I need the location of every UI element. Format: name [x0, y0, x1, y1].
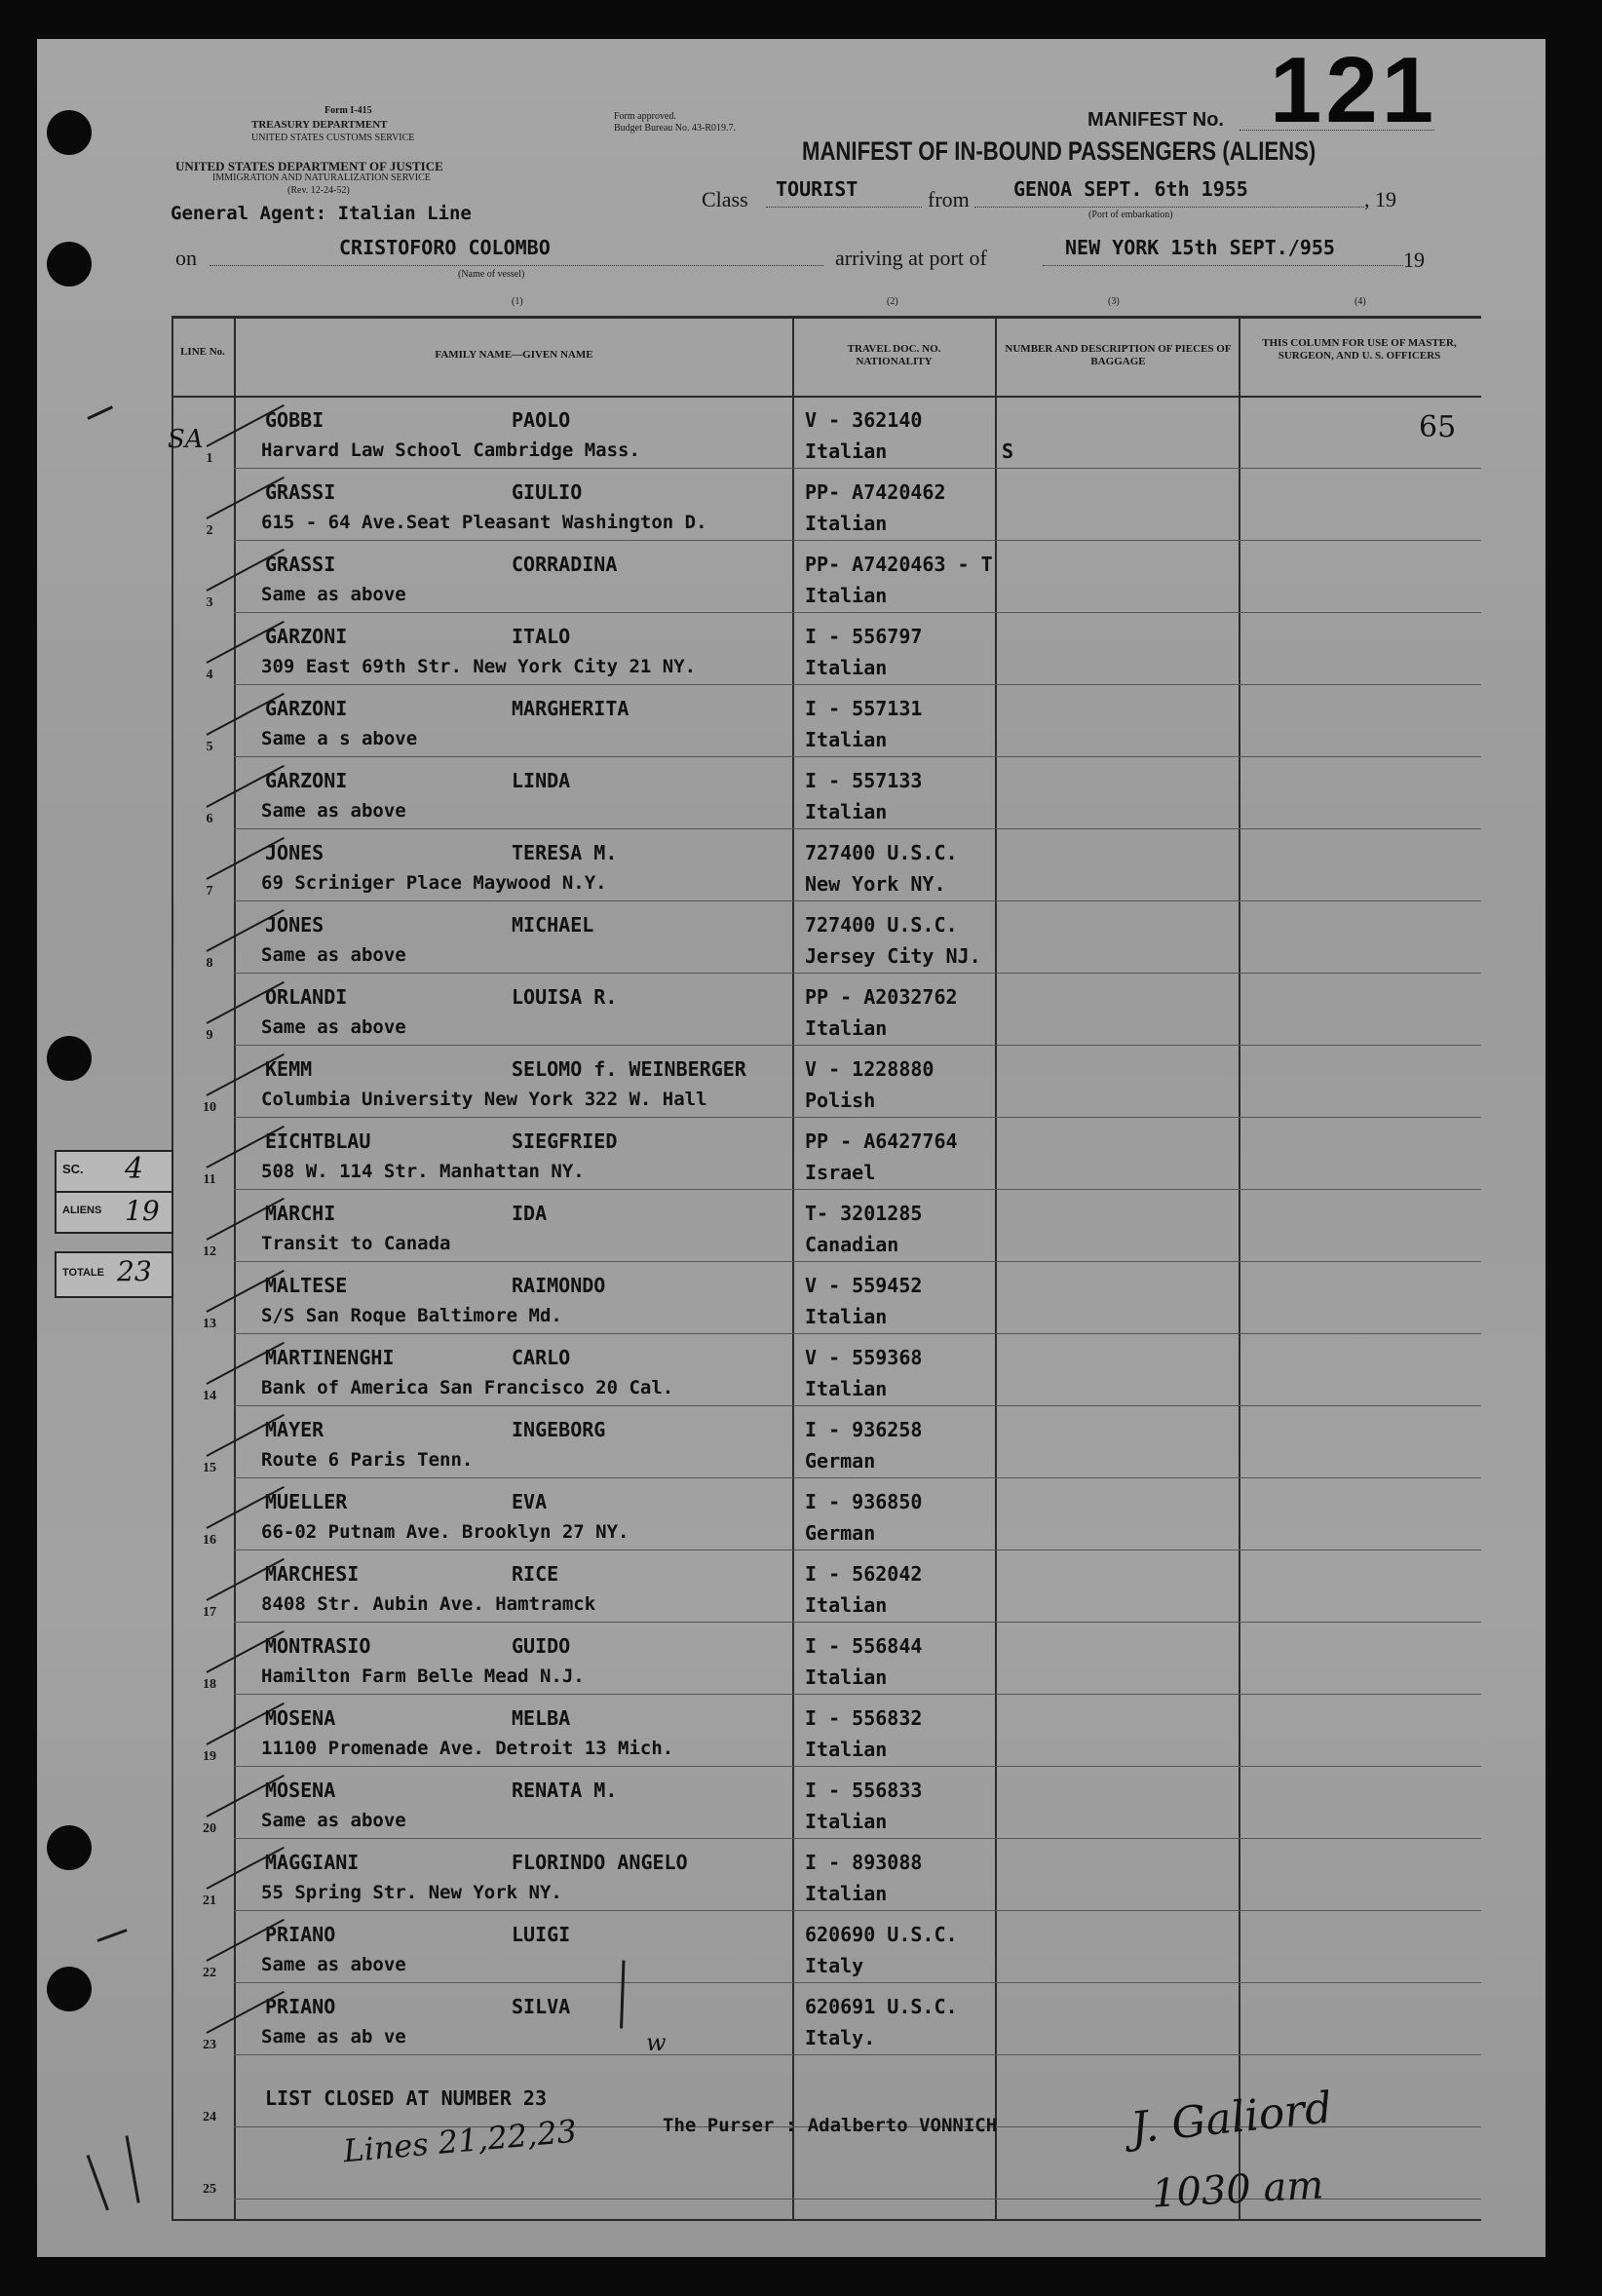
- port-of-embarkation: GENOA SEPT. 6th 1955: [1013, 177, 1248, 201]
- nationality: Italian: [805, 1810, 888, 1833]
- address: Harvard Law School Cambridge Mass.: [261, 440, 640, 461]
- family-name: JONES: [265, 841, 324, 864]
- line-number: 21: [203, 1894, 216, 1908]
- column-divider: [234, 316, 236, 2221]
- family-name: MARCHESI: [265, 1562, 360, 1586]
- travel-doc-number: T- 3201285: [805, 1202, 923, 1225]
- address: 8408 Str. Aubin Ave. Hamtramck: [261, 1593, 596, 1615]
- stamp-aliens-label: ALIENS: [62, 1205, 102, 1216]
- handwritten-sa: SA: [168, 425, 204, 454]
- row-divider: [234, 1982, 1481, 1983]
- stamp-aliens-box: [55, 1191, 173, 1234]
- line-number: 22: [203, 1966, 216, 1980]
- stamp-total-box: [55, 1251, 173, 1298]
- binder-hole: [47, 1967, 92, 2011]
- given-name: RENATA M.: [512, 1779, 618, 1802]
- address: Same as above: [261, 944, 406, 966]
- nationality: German: [805, 1521, 876, 1545]
- address: 615 - 64 Ave.Seat Pleasant Washington D.: [261, 512, 707, 533]
- class-line: [766, 207, 922, 208]
- line-number: 24: [203, 2110, 216, 2124]
- justice-dept: UNITED STATES DEPARTMENT OF JUSTICE: [175, 159, 443, 173]
- given-name: MICHAEL: [512, 913, 594, 937]
- row-divider: [234, 1694, 1481, 1695]
- row-divider: [234, 540, 1481, 541]
- given-name: RICE: [512, 1562, 559, 1586]
- travel-doc-number: 727400 U.S.C.: [805, 913, 958, 937]
- row-divider: [234, 1622, 1481, 1623]
- family-name: PRIANO: [265, 1923, 336, 1946]
- nationality: Italian: [805, 1377, 888, 1400]
- customs-service: UNITED STATES CUSTOMS SERVICE: [251, 133, 415, 143]
- on-label: on: [175, 246, 197, 270]
- given-name: GIULIO: [512, 480, 583, 504]
- nationality: Italian: [805, 1593, 888, 1617]
- given-name: EVA: [512, 1490, 548, 1513]
- from-line: [974, 207, 1364, 208]
- binder-hole: [47, 1825, 92, 1870]
- address: Route 6 Paris Tenn.: [261, 1449, 474, 1471]
- handwritten-lines-note: Lines 21,22,23: [341, 2112, 579, 2170]
- column-number: (4): [1354, 296, 1366, 307]
- nationality: Italian: [805, 1882, 888, 1905]
- address: 55 Spring Str. New York NY.: [261, 1882, 562, 1903]
- manifest-number: 121: [1270, 38, 1438, 142]
- family-name: GARZONI: [265, 625, 348, 648]
- given-name: SILVA: [512, 1995, 571, 2018]
- travel-doc-number: I - 556833: [805, 1779, 923, 1802]
- travel-doc-number: I - 557131: [805, 697, 923, 720]
- line-number: 19: [203, 1749, 216, 1764]
- year-suffix: , 19: [1364, 187, 1396, 211]
- family-name: KEMM: [265, 1057, 313, 1081]
- family-name: PRIANO: [265, 1995, 336, 2018]
- officers-header: THIS COLUMN FOR USE OF MASTER, SURGEON, AND U. S. OFFICERS: [1262, 337, 1457, 362]
- manifest-number-label: MANIFEST No.: [1087, 109, 1224, 131]
- address: Transit to Canada: [261, 1233, 451, 1254]
- nationality: Italian: [805, 1016, 888, 1040]
- table-top-border: [172, 316, 1481, 319]
- family-name: MAYER: [265, 1418, 324, 1441]
- arrival-line: [1043, 265, 1403, 266]
- line-number: 6: [206, 812, 213, 826]
- line-number: 15: [203, 1461, 216, 1475]
- travel-doc-number: V - 362140: [805, 408, 923, 432]
- family-name: GARZONI: [265, 769, 348, 792]
- given-name: LUIGI: [512, 1923, 571, 1946]
- family-name: MAGGIANI: [265, 1851, 360, 1874]
- nationality: Italy: [805, 1954, 864, 1977]
- given-name: LOUISA R.: [512, 985, 618, 1009]
- line-number: 13: [203, 1317, 216, 1331]
- row-divider: [234, 828, 1481, 829]
- address: Same as above: [261, 1016, 406, 1038]
- given-name: ITALO: [512, 625, 571, 648]
- line-number-header: LINE No.: [180, 346, 225, 358]
- stamp-aliens-value: 19: [125, 1195, 160, 1227]
- given-name: RAIMONDO: [512, 1274, 606, 1297]
- column-divider: [1239, 316, 1240, 2221]
- baggage-header: NUMBER AND DESCRIPTION OF PIECES OF BAGGAGE: [1005, 343, 1232, 367]
- address: Same as ab ve: [261, 2026, 406, 2047]
- line-number: 17: [203, 1605, 216, 1620]
- vessel-line: [210, 265, 823, 266]
- line-number: 10: [203, 1100, 216, 1115]
- baggage: S: [1002, 440, 1014, 463]
- nationality: Canadian: [805, 1233, 899, 1256]
- handwritten-signature: J. Galiord: [1127, 2083, 1335, 2154]
- row-divider: [234, 1333, 1481, 1334]
- address: Same as above: [261, 1954, 406, 1975]
- line-number: 7: [206, 884, 213, 899]
- stamp-sc-box: [55, 1150, 173, 1193]
- family-name: JONES: [265, 913, 324, 937]
- travel-doc-number: V - 559452: [805, 1274, 923, 1297]
- row-divider: [234, 2054, 1481, 2055]
- address: Same a s above: [261, 728, 418, 749]
- line-number: 18: [203, 1677, 216, 1692]
- nationality: Israel: [805, 1161, 876, 1184]
- address: 309 East 69th Str. New York City 21 NY.: [261, 656, 697, 677]
- manifest-sheet: [37, 39, 1545, 2257]
- line-number: 9: [206, 1028, 213, 1043]
- nationality: Italian: [805, 656, 888, 679]
- nationality: Italian: [805, 1665, 888, 1689]
- nationality: Italian: [805, 584, 888, 607]
- family-name: MARTINENGHI: [265, 1346, 395, 1369]
- nationality: Italian: [805, 728, 888, 751]
- nationality: Polish: [805, 1089, 876, 1112]
- address: 69 Scriniger Place Maywood N.Y.: [261, 872, 607, 894]
- given-name: MARGHERITA: [512, 697, 629, 720]
- binder-hole: [47, 110, 92, 155]
- travel-doc-number: 620691 U.S.C.: [805, 1995, 958, 2018]
- stamp-sc-value: 4: [125, 1152, 144, 1186]
- line-number: 5: [206, 740, 213, 754]
- nationality: Jersey City NJ.: [805, 944, 981, 968]
- binder-hole: [47, 1036, 92, 1081]
- nationality: Italian: [805, 440, 888, 463]
- given-name: LINDA: [512, 769, 571, 792]
- line-number: 16: [203, 1533, 216, 1548]
- handwritten-time: 1030 am: [1150, 2162, 1325, 2217]
- row-divider: [234, 1838, 1481, 1839]
- vessel-name: CRISTOFORO COLOMBO: [339, 236, 551, 259]
- travel-doc-number: I - 562042: [805, 1562, 923, 1586]
- given-name: PAOLO: [512, 408, 571, 432]
- purser-signature: The Purser : Adalberto VONNICH: [663, 2115, 998, 2136]
- family-name: MOSENA: [265, 1706, 336, 1730]
- row-divider: [234, 468, 1481, 469]
- travel-doc-number: I - 893088: [805, 1851, 923, 1874]
- travel-doc-number: I - 936850: [805, 1490, 923, 1513]
- family-name: GRASSI: [265, 480, 336, 504]
- travel-doc-number: I - 557133: [805, 769, 923, 792]
- class-value: TOURIST: [776, 177, 858, 201]
- address: Same as above: [261, 800, 406, 822]
- row-divider: [234, 612, 1481, 613]
- arrival-port: NEW YORK 15th SEPT./955: [1065, 236, 1335, 259]
- line-number: 4: [206, 668, 213, 682]
- travel-doc-number: PP- A7420462: [805, 480, 946, 504]
- treasury-dept: TREASURY DEPARTMENT: [251, 119, 388, 131]
- address: 11100 Promenade Ave. Detroit 13 Mich.: [261, 1738, 674, 1759]
- address: Same as above: [261, 584, 406, 605]
- arriving-label: arriving at port of: [835, 246, 987, 270]
- line-number: 20: [203, 1821, 216, 1836]
- row-divider: [234, 1117, 1481, 1118]
- form-approved: Form approved.: [614, 111, 676, 122]
- list-closed-note: LIST CLOSED AT NUMBER 23: [265, 2086, 547, 2110]
- port-embarkation-caption: (Port of embarkation): [1088, 210, 1173, 220]
- column-number: (3): [1108, 296, 1120, 307]
- given-name: INGEBORG: [512, 1418, 606, 1441]
- line-number: 11: [203, 1172, 216, 1187]
- officer-note: 65: [1419, 410, 1457, 444]
- line-number: 8: [206, 956, 213, 971]
- from-label: from: [928, 187, 970, 211]
- travel-doc-number: PP - A6427764: [805, 1129, 958, 1153]
- nationality: Italian: [805, 1305, 888, 1328]
- family-name: EICHTBLAU: [265, 1129, 371, 1153]
- table-bottom-border: [172, 2219, 1481, 2221]
- year-suffix-2: 19: [1403, 248, 1425, 272]
- given-name: GUIDO: [512, 1634, 571, 1658]
- binder-hole: [47, 242, 92, 287]
- family-name: MUELLER: [265, 1490, 348, 1513]
- line-number: 23: [203, 2038, 216, 2052]
- vessel-caption: (Name of vessel): [458, 269, 525, 280]
- address: 66-02 Putnam Ave. Brooklyn 27 NY.: [261, 1521, 629, 1543]
- travel-doc-number: 620690 U.S.C.: [805, 1923, 958, 1946]
- given-name: SELOMO f. WEINBERGER: [512, 1057, 746, 1081]
- travel-doc-number: I - 556797: [805, 625, 923, 648]
- header-bottom-border: [172, 396, 1481, 398]
- travel-doc-number: I - 556832: [805, 1706, 923, 1730]
- family-name: MARCHI: [265, 1202, 336, 1225]
- nationality: German: [805, 1449, 876, 1473]
- travel-doc-number: V - 559368: [805, 1346, 923, 1369]
- line-number: 2: [206, 523, 213, 538]
- given-name: TERESA M.: [512, 841, 618, 864]
- row-divider: [234, 900, 1481, 901]
- address: Same as above: [261, 1810, 406, 1831]
- nationality: Italian: [805, 800, 888, 823]
- column-number: (2): [887, 296, 898, 307]
- travel-doc-number: PP - A2032762: [805, 985, 958, 1009]
- nationality: Italy.: [805, 2026, 876, 2049]
- nationality: Italian: [805, 1738, 888, 1761]
- travel-doc-number: V - 1228880: [805, 1057, 934, 1081]
- travel-doc-number: PP- A7420463 - T: [805, 553, 993, 576]
- given-name: FLORINDO ANGELO: [512, 1851, 688, 1874]
- family-name: ORLANDI: [265, 985, 348, 1009]
- given-name: SIEGFRIED: [512, 1129, 618, 1153]
- family-name: GRASSI: [265, 553, 336, 576]
- line-number: 3: [206, 595, 213, 610]
- family-name: MONTRASIO: [265, 1634, 371, 1658]
- address: S/S San Roque Baltimore Md.: [261, 1305, 562, 1326]
- row-divider: [234, 756, 1481, 757]
- form-number: Form I-415: [324, 105, 372, 116]
- address: Hamilton Farm Belle Mead N.J.: [261, 1665, 585, 1687]
- row-divider: [234, 1910, 1481, 1911]
- family-name: GARZONI: [265, 697, 348, 720]
- given-name: CARLO: [512, 1346, 571, 1369]
- travel-doc-header: TRAVEL DOC. NO. NATIONALITY: [847, 343, 941, 367]
- row-divider: [234, 1261, 1481, 1262]
- line-number: 25: [203, 2182, 216, 2197]
- stamp-sc-label: SC.: [62, 1162, 84, 1176]
- stamp-total-label: TOTALE: [62, 1267, 104, 1279]
- nationality: New York NY.: [805, 872, 946, 896]
- given-name: IDA: [512, 1202, 548, 1225]
- row-divider: [234, 1766, 1481, 1767]
- handwritten-w: w: [646, 2029, 667, 2056]
- address: Columbia University New York 322 W. Hall: [261, 1089, 707, 1110]
- stamp-total-value: 23: [117, 1255, 152, 1287]
- line-number: 12: [203, 1244, 216, 1259]
- general-agent: General Agent: Italian Line: [171, 203, 472, 224]
- travel-doc-number: I - 936258: [805, 1418, 923, 1441]
- travel-doc-number: I - 556844: [805, 1634, 923, 1658]
- given-name: CORRADINA: [512, 553, 618, 576]
- class-label: Class: [702, 187, 748, 211]
- line-number: 14: [203, 1389, 216, 1403]
- immigration-service: IMMIGRATION AND NATURALIZATION SERVICE: [212, 172, 431, 183]
- row-divider: [234, 1045, 1481, 1046]
- given-name: MELBA: [512, 1706, 571, 1730]
- row-divider: [234, 1189, 1481, 1190]
- row-divider: [234, 973, 1481, 974]
- family-name: MOSENA: [265, 1779, 336, 1802]
- column-divider: [995, 316, 997, 2221]
- address: 508 W. 114 Str. Manhattan NY.: [261, 1161, 585, 1182]
- family-name: MALTESE: [265, 1274, 348, 1297]
- travel-doc-number: 727400 U.S.C.: [805, 841, 958, 864]
- column-divider: [792, 316, 794, 2221]
- row-divider: [234, 684, 1481, 685]
- form-revision: (Rev. 12-24-52): [287, 185, 350, 196]
- line-number: 1: [206, 451, 213, 466]
- address: Bank of America San Francisco 20 Cal.: [261, 1377, 674, 1398]
- budget-bureau: Budget Bureau No. 43-R019.7.: [614, 123, 736, 134]
- name-header: FAMILY NAME—GIVEN NAME: [435, 349, 593, 361]
- manifest-title: MANIFEST OF IN-BOUND PASSENGERS (ALIENS): [802, 136, 1316, 166]
- row-divider: [234, 1477, 1481, 1478]
- row-divider: [234, 1405, 1481, 1406]
- family-name: GOBBI: [265, 408, 324, 432]
- column-number: (1): [512, 296, 523, 307]
- nationality: Italian: [805, 512, 888, 535]
